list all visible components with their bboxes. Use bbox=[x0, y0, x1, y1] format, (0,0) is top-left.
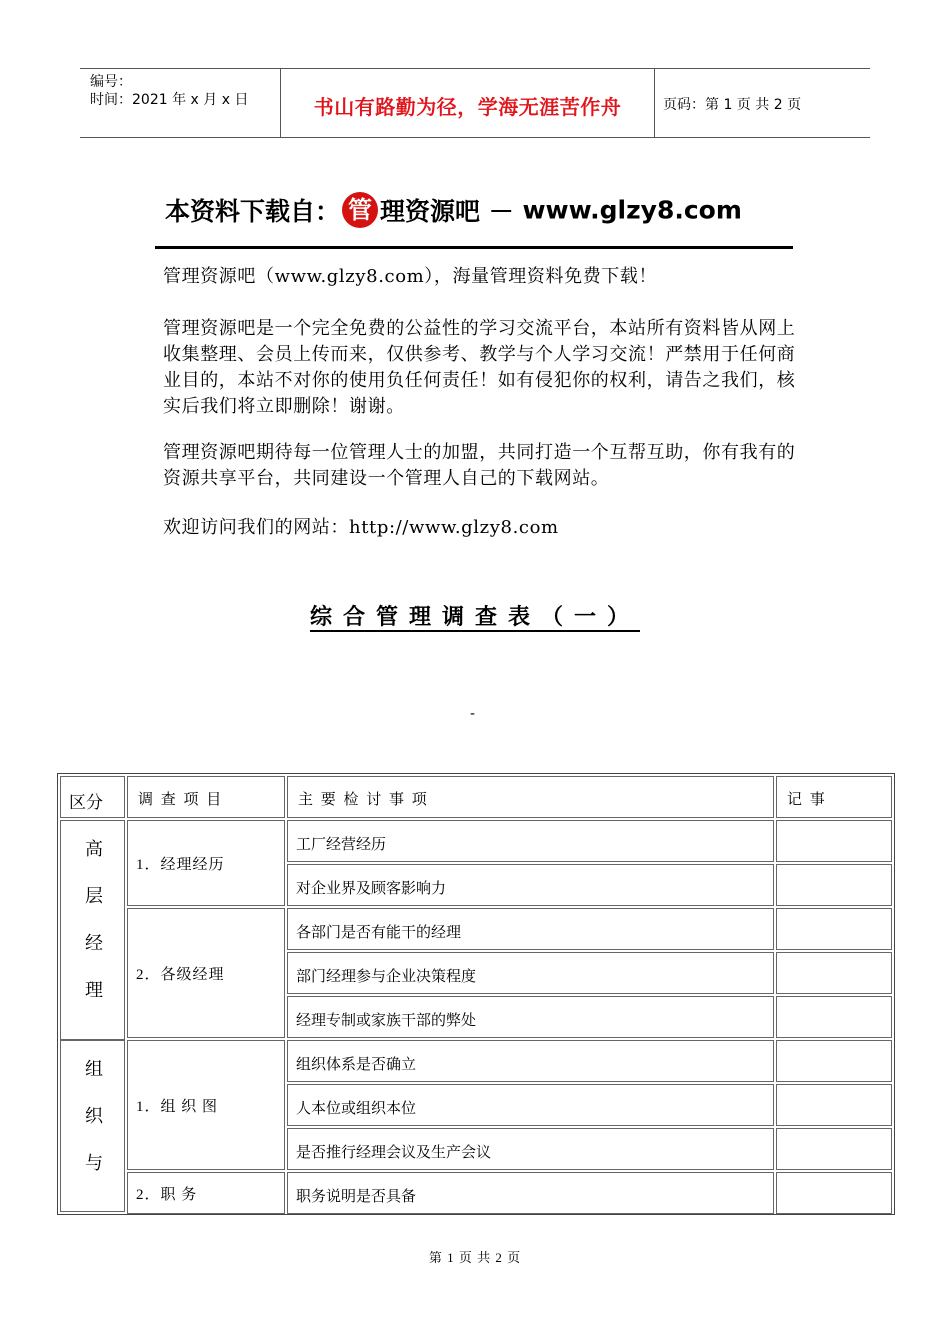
category-cell bbox=[60, 1040, 125, 1212]
time-label: 时间：2021 年 x 月 x 日 bbox=[90, 92, 249, 108]
category-char: 高 bbox=[85, 839, 103, 859]
check-point-label: 对企业界及顾客影响力 bbox=[296, 881, 447, 897]
intro-paragraph-1: 管理资源吧（www.glzy8.com），海量管理资料免费下载！ bbox=[163, 266, 658, 287]
check-point-cell bbox=[287, 1040, 774, 1082]
logo-icon: 管 bbox=[342, 192, 378, 228]
serial-label: 编号： bbox=[90, 74, 132, 90]
page-info: 页码：第 1 页 共 2 页 bbox=[663, 97, 802, 113]
category-char: 组 bbox=[85, 1059, 103, 1079]
document-title-wrap bbox=[0, 600, 950, 631]
motto: 书山有路勤为径，学海无涯苦作舟 bbox=[313, 95, 622, 119]
banner-prefix: 本资料下载自： bbox=[165, 197, 341, 226]
check-point-cell bbox=[287, 908, 774, 950]
category-char: 经 bbox=[85, 933, 103, 953]
header-notes-label: 记 事 bbox=[787, 792, 827, 808]
notes-cell bbox=[776, 1172, 892, 1214]
banner-url[interactable]: www.glzy8.com bbox=[522, 195, 742, 225]
survey-item-label: 2．各级经理 bbox=[136, 967, 225, 983]
survey-item-cell bbox=[127, 908, 285, 1038]
category-char: 与 bbox=[85, 1153, 103, 1173]
survey-item-label: 1．经理经历 bbox=[136, 857, 225, 873]
check-point-label: 经理专制或家族干部的弊处 bbox=[296, 1013, 477, 1029]
survey-item-cell bbox=[127, 1040, 285, 1170]
notes-cell bbox=[776, 1040, 892, 1082]
notes-cell bbox=[776, 864, 892, 906]
notes-cell bbox=[776, 820, 892, 862]
check-point-cell bbox=[287, 1084, 774, 1126]
header-item-label: 调 查 项 目 bbox=[138, 792, 224, 808]
check-point-label: 是否推行经理会议及生产会议 bbox=[296, 1145, 492, 1161]
notes-cell bbox=[776, 1128, 892, 1170]
notes-cell bbox=[776, 908, 892, 950]
survey-item-label: 2．职 务 bbox=[136, 1187, 198, 1203]
document-title: 综合管理调查表（一） bbox=[309, 605, 640, 630]
document-header bbox=[80, 68, 870, 138]
check-point-label: 组织体系是否确立 bbox=[296, 1057, 417, 1073]
category-cell bbox=[60, 820, 125, 1040]
notes-cell bbox=[776, 996, 892, 1038]
header-notes bbox=[776, 776, 892, 818]
header-item bbox=[127, 776, 285, 818]
survey-item-label: 1．组 织 图 bbox=[136, 1099, 219, 1115]
banner-separator: － bbox=[480, 197, 523, 226]
dash-mark: - bbox=[470, 706, 476, 722]
check-point-label: 部门经理参与企业决策程度 bbox=[296, 969, 477, 985]
notes-cell bbox=[776, 1084, 892, 1126]
check-point-label: 各部门是否有能干的经理 bbox=[296, 925, 462, 941]
category-char: 理 bbox=[85, 980, 103, 1000]
header-category bbox=[60, 776, 125, 818]
check-point-cell bbox=[287, 864, 774, 906]
header-meta bbox=[80, 69, 281, 137]
header-motto-cell bbox=[281, 69, 655, 137]
notes-cell bbox=[776, 952, 892, 994]
category-char: 织 bbox=[85, 1106, 103, 1126]
check-point-label: 人本位或组织本位 bbox=[296, 1101, 417, 1117]
check-point-cell bbox=[287, 952, 774, 994]
download-banner bbox=[165, 192, 742, 232]
banner-site-name: 理资源吧 bbox=[380, 197, 481, 226]
check-point-label: 职务说明是否具备 bbox=[296, 1189, 417, 1205]
header-category-label: 区分 bbox=[69, 793, 103, 812]
intro-paragraph-2: 管理资源吧是一个完全免费的公益性的学习交流平台，本站所有资料皆从网上收集整理、会员上传而来，仅供参考、教学与个人学习交流！严禁用于任何商业目的，本站不对你的使用负任何责任！如有侵犯你的权利，请告之我们，核实后我们将立即删除！谢谢。 bbox=[163, 318, 796, 417]
intro-paragraph-3: 管理资源吧期待每一位管理人士的加盟，共同打造一个互帮互助，你有我有的资源共享平台，共同建设一个管理人自己的下载网站。 bbox=[163, 442, 796, 489]
check-point-cell bbox=[287, 1172, 774, 1214]
check-point-label: 工厂经营经历 bbox=[296, 837, 387, 853]
survey-item-cell bbox=[127, 1172, 285, 1214]
check-point-cell bbox=[287, 820, 774, 862]
header-points bbox=[287, 776, 774, 818]
survey-table bbox=[57, 773, 895, 1215]
header-page-cell bbox=[655, 69, 870, 137]
intro-paragraph-4: 欢迎访问我们的网站：http://www.glzy8.com bbox=[163, 517, 559, 538]
check-point-cell bbox=[287, 996, 774, 1038]
page-footer: 第 1 页 共 2 页 bbox=[428, 1250, 522, 1265]
category-char: 层 bbox=[85, 886, 103, 906]
check-point-cell bbox=[287, 1128, 774, 1170]
survey-item-cell bbox=[127, 820, 285, 906]
header-points-label: 主 要 检 讨 事 项 bbox=[298, 792, 429, 808]
banner-divider bbox=[155, 246, 793, 249]
